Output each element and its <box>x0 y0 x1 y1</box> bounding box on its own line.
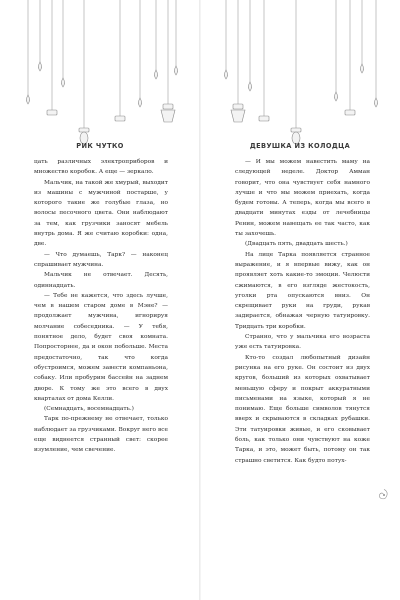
paragraph: Странно, что у мальчика его возраста уже есть татуировка. <box>235 334 370 351</box>
running-header-right: ДЕВУШКА ИЗ КОЛОДЦА <box>249 142 351 150</box>
paragraph: Мальчик не отвечает. Десять, одиннадцать. <box>34 272 168 289</box>
paragraph: (Двадцать пять, двадцать шесть.) <box>245 241 348 248</box>
hanging-lanterns-ornament-icon <box>0 0 200 160</box>
paragraph: — Что думаешь, Тарк? — наконец спрашивает мужчина. <box>34 251 168 268</box>
left-page-body <box>34 157 168 456</box>
paragraph: Тарк по-прежнему не отвечает, только наблюдает за грузчиками. Вокруг него все еще виднеется странный свет: скорее изумление, чем свечение. <box>34 416 168 454</box>
corner-scroll-ornament-icon <box>377 488 391 502</box>
paragraph: Кто-то создал любопытный дизайн рисунка на его руке. Он состоит из двух кругов, больший из которых охватывает меньшую сферу и покрыт аккуратными письменами на языке, который я не понимаю. Еще больше символов тянутся вверх и скрываются в складках рубашки. Эти татуировки живые, и его сковывает боль, как только они чувствуют на коже Тарка, и это, может быть, потому он так страшно светится. Как будто потух- <box>235 354 370 464</box>
hanging-lanterns-ornament-icon <box>200 0 400 160</box>
paragraph: Мальчик, на такой же хмурый, выходит из машины с мужчиной постарше, у которого такие же голубые глаза, но волосы песочного цвета. Они наблюдают за тем, как грузчики заносят мебель внутрь дома. Я же считаю коробки: одна, две. <box>34 179 168 248</box>
right-page <box>200 0 400 600</box>
paragraph: (Семнадцать, восемнадцать.) <box>44 406 134 413</box>
right-page-body <box>235 157 370 466</box>
running-header-left: РИК ЧУТКО <box>76 142 124 150</box>
paragraph: На лице Тарка появляется странное выражение, и я впервые вижу, как он проявляет хоть какие-то эмоции. Челюсти сжимаются, в его взгляде жестокость, уголки рта опускаются вниз. Он скрещивает руки на груди, рукав задирается, обнажая черную татуировку. Тридцать три коробки. <box>235 251 370 330</box>
paragraph: цать различных электроприборов и множество коробок. А еще — зеркало. <box>34 159 168 176</box>
paragraph: — Тебе не кажется, что здесь лучше, чем в нашем старом доме в Мэне? — продолжает мужчина, игнорируя молчание собеседника. — У тебя, понятное дело, будет своя комната. Попросторнее, да и окон побольше. Места предостаточно, так что когда обустроимся, можем завести компаньона, собаку. Или пробурим бассейн на заднем дворе. К тому же это всего в двух кварталах от дома Келли. <box>34 292 168 402</box>
paragraph: — И мы можем навестить маму на следующей неделе. Доктор Амман говорит, что она чувствует себя намного лучше и что мы можем приехать, когда будем готовы. А теперь, когда мы всего в двадцати минутах езды от лечебницы Ренин, можем навещать ее так часто, как ты захочешь. <box>235 159 370 238</box>
